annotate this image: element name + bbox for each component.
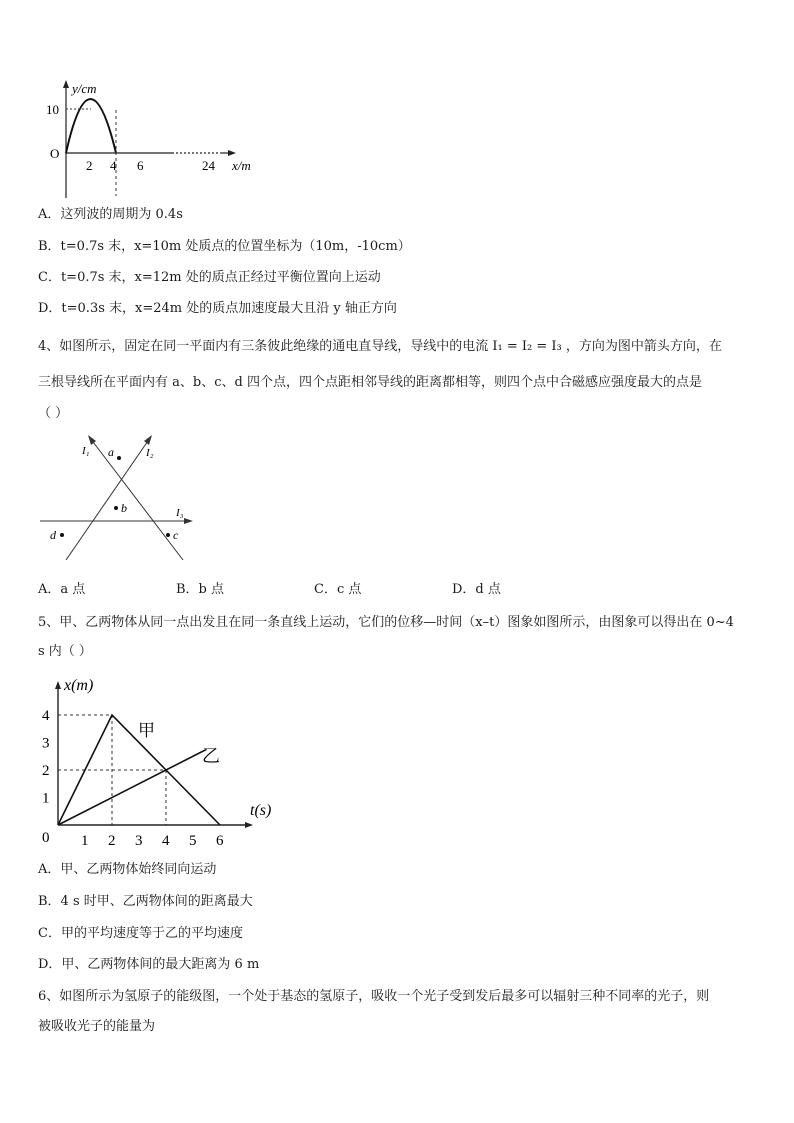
wave-x-tick-6: 6 — [137, 158, 144, 173]
wire-i1 — [90, 438, 183, 560]
wires-figure — [38, 432, 218, 562]
series-yi-line — [58, 749, 207, 825]
wave-x-tick-24: 24 — [202, 158, 215, 173]
q4-stem-line2: 三根导线所在平面内有 a、b、c、d 四个点，四个点距相邻导线的距离都相等，则四个点中合磁感应强度最大的点是 — [38, 375, 702, 390]
point-a-dot — [117, 456, 121, 460]
xt-x-tick: 2 — [108, 833, 116, 849]
wave-graph — [40, 78, 270, 198]
wave-x-arrow — [228, 150, 236, 156]
q4-options — [38, 581, 758, 599]
wave-y-arrow — [63, 80, 69, 88]
xt-y-tick: 2 — [42, 763, 50, 779]
xt-y-tick: 3 — [42, 735, 50, 752]
q3-option-c: C．t=0.7s 末，x=12m 处的质点正经过平衡位置向上运动 — [38, 270, 381, 285]
xt-x-tick: 4 — [162, 833, 170, 849]
xt-x-arrow — [245, 822, 253, 828]
xt-x-tick: 1 — [81, 833, 89, 849]
xt-y-tick: 4 — [42, 708, 50, 724]
point-a-label: a — [108, 445, 114, 459]
q4-option-a: A．a 点 — [38, 582, 86, 597]
wave-y-tick-10: 10 — [46, 102, 59, 117]
xt-x-tick: 3 — [135, 833, 143, 849]
q4-option-d: D．d 点 — [452, 582, 501, 597]
wire-i2-arrow — [144, 435, 152, 445]
series-yi-label: 乙 — [202, 746, 220, 766]
wave-curve — [66, 99, 116, 153]
q4-stem-line1: 4、如图所示，固定在同一平面内有三条彼此绝缘的通电直导线，导线中的电流 I₁ = I₂ = I₃ ，方向为图中箭头方向，在 — [38, 339, 722, 354]
point-c-label: c — [173, 528, 179, 542]
xt-x-tick: 6 — [216, 833, 224, 849]
q5-stem-line1: 5、甲、乙两物体从同一点出发且在同一条直线上运动，它们的位移—时间（x–t）图象如图所示，由图象可以得出在 0~4 — [38, 615, 734, 630]
xt-y-arrow — [55, 681, 61, 689]
q6-stem-line1: 6、如图所示为氢原子的能级图，一个处于基态的氢原子，吸收一个光子受到发后最多可以辐射三种不同率的光子，则 — [38, 989, 710, 1004]
q5-option-c: C．甲的平均速度等于乙的平均速度 — [38, 926, 243, 941]
q6-stem-line2: 被吸收光子的能量为 — [38, 1019, 156, 1034]
q5-option-a: A．甲、乙两物体始终同向运动 — [38, 862, 217, 877]
wave-x-tick-4: 4 — [110, 158, 117, 173]
wire-i2-label: I₂ — [146, 447, 154, 459]
wire-i1-label: I₁ — [82, 445, 90, 457]
xt-origin-label: 0 — [42, 830, 50, 846]
point-b-dot — [114, 506, 118, 510]
wire-i3-arrow — [184, 518, 193, 524]
wire-i3-label: I₃ — [176, 507, 184, 519]
xt-x-tick: 5 — [189, 833, 197, 849]
q5-option-b: B．4 s 时甲、乙两物体间的距离最大 — [38, 894, 253, 909]
point-d-dot — [60, 533, 64, 537]
q5-stem-line2: s 内（ ） — [38, 644, 92, 659]
q3-option-a: A．这列波的周期为 0.4s — [38, 207, 183, 222]
point-b-label: b — [121, 501, 127, 515]
wave-x-label: x/m — [232, 158, 251, 173]
point-c-dot — [166, 533, 170, 537]
q4-option-b: B．b 点 — [176, 582, 225, 597]
q3-option-d: D．t=0.3s 末，x=24m 处的质点加速度最大且沿 y 轴正方向 — [38, 301, 397, 316]
xt-x-label: t(s) — [250, 802, 272, 819]
q4-stem-line3: （ ） — [38, 406, 69, 421]
xt-y-label: x(m) — [64, 677, 94, 694]
wave-origin-label: O — [50, 146, 60, 161]
series-jia-label: 甲 — [138, 721, 155, 740]
point-d-label: d — [50, 528, 56, 542]
q5-option-d: D．甲、乙两物体间的最大距离为 6 m — [38, 957, 260, 972]
q3-option-b: B．t=0.7s 末，x=10m 处质点的位置坐标为（10m，-10cm） — [38, 239, 411, 254]
wave-y-label: y/cm — [72, 81, 97, 96]
xt-chart — [30, 670, 290, 860]
xt-y-tick: 1 — [42, 790, 50, 807]
q4-option-c: C．c 点 — [314, 582, 362, 597]
wave-x-tick-2: 2 — [86, 158, 93, 173]
